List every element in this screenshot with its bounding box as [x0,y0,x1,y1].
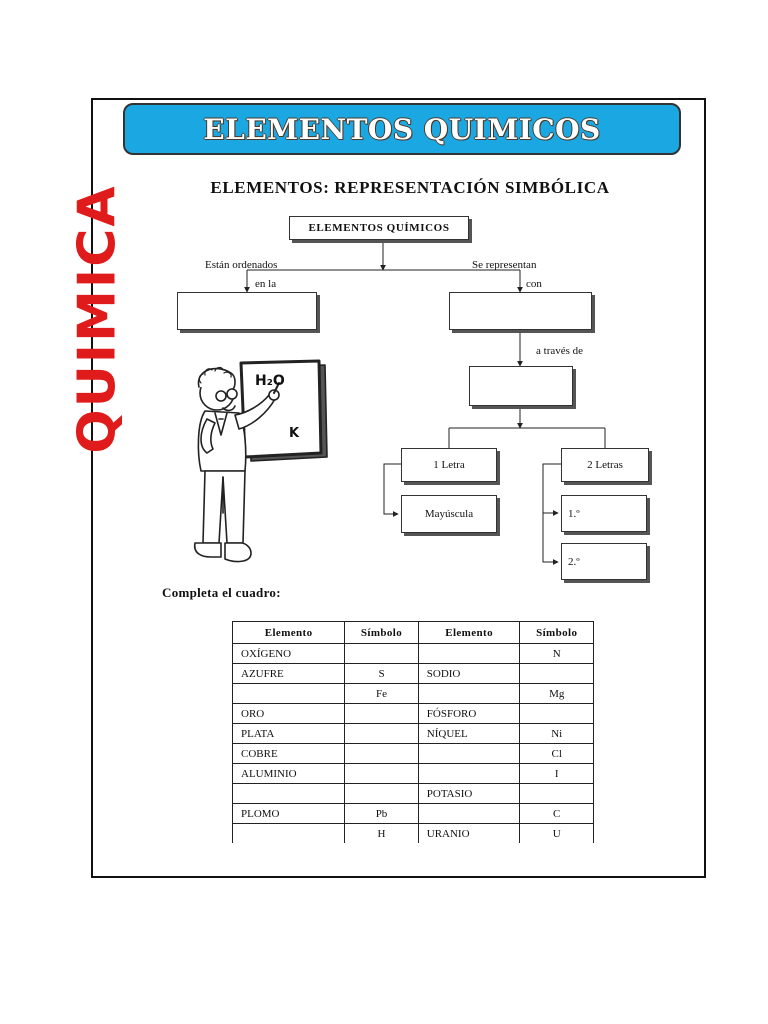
two-letters-node: 2 Letras [561,448,649,482]
glasses-right [227,389,237,399]
element-cell: PLOMO [233,804,345,824]
table-row [233,784,594,804]
element-cell: ALUMINIO [233,764,345,784]
right-shoe [225,543,251,561]
symbol-cell[interactable] [345,644,419,664]
table-row [233,684,594,704]
symbol-cell: Cl [520,744,594,764]
diagram-heading: ELEMENTOS: REPRESENTACIÓN SIMBÓLICA [210,178,610,197]
table-row [233,824,594,844]
element-cell: COBRE [233,744,345,764]
second-letter-node[interactable]: 2.º [561,543,647,580]
symbol-cell: U [520,824,594,844]
element-cell[interactable] [418,804,520,824]
right-link-label-2: con [526,278,542,290]
symbol-cell: I [520,764,594,784]
element-cell[interactable] [418,744,520,764]
answer-box-letters[interactable] [469,366,573,406]
element-cell[interactable] [233,784,345,804]
one-letter-node: 1 Letra [401,448,497,482]
symbol-cell: C [520,804,594,824]
second-letter-arrow [543,513,558,562]
symbol-cell: S [345,664,419,684]
element-cell: URANIO [418,824,520,844]
left-link-label-2: en la [255,278,277,290]
teacher-illustration [175,353,335,568]
symbol-cell: H [345,824,419,844]
symbol-cell[interactable] [345,704,419,724]
symbol-cell: Mg [520,684,594,704]
element-cell[interactable] [233,684,345,704]
via-label: a través de [536,345,584,357]
symbol-cell[interactable] [345,724,419,744]
exercise-prompt: Completa el cuadro: [162,585,281,600]
glasses-left [216,391,226,401]
table-row [233,764,594,784]
element-cell[interactable] [233,824,345,844]
element-cell: SODIO [418,664,520,684]
column-header-symbol: Símbolo [345,622,419,644]
hair [198,369,235,389]
legs [203,471,245,543]
symbol-cell[interactable] [345,764,419,784]
table-row [233,664,594,684]
table-row [233,744,594,764]
element-cell: FÓSFORO [418,704,520,724]
element-cell: POTASIO [418,784,520,804]
table-row [233,804,594,824]
symbol-cell: N [520,644,594,664]
symbol-cell: Fe [345,684,419,704]
elements-table [232,621,594,843]
side-label-text: QUIMICA [68,184,128,454]
table-row [233,644,594,664]
answer-box-symbols[interactable] [449,292,592,330]
table-body [233,644,594,844]
element-cell: OXÍGENO [233,644,345,664]
one-letter-arrow [384,464,401,514]
board-formula: H₂O [255,373,285,389]
symbol-cell[interactable] [345,784,419,804]
table-header-row [233,622,594,644]
element-cell[interactable] [418,684,520,704]
element-cell: PLATA [233,724,345,744]
symbol-cell: Pb [345,804,419,824]
element-cell: ORO [233,704,345,724]
root-node: ELEMENTOS QUÍMICOS [289,216,469,240]
left-link-label: Están ordenados [205,259,278,271]
uppercase-node: Mayúscula [401,495,497,533]
element-cell[interactable] [418,644,520,664]
column-header-element: Elemento [233,622,345,644]
element-cell: NÍQUEL [418,724,520,744]
answer-box-table[interactable] [177,292,317,330]
table-row [233,704,594,724]
right-link-label: Se representan [472,259,537,271]
element-cell[interactable] [418,764,520,784]
element-cell: AZUFRE [233,664,345,684]
symbol-cell[interactable] [345,744,419,764]
symbol-cell: Ni [520,724,594,744]
first-letter-node[interactable]: 1.º [561,495,647,532]
symbol-cell[interactable] [520,784,594,804]
column-header-element-2: Elemento [418,622,520,644]
page-title: ELEMENTOS QUIMICOS [203,112,601,146]
table-row [233,724,594,744]
symbol-cell[interactable] [520,664,594,684]
board-symbol: K [289,426,300,441]
symbol-cell[interactable] [520,704,594,724]
left-shoe [195,543,221,557]
first-letter-arrow [543,464,561,513]
column-header-symbol-2: Símbolo [520,622,594,644]
